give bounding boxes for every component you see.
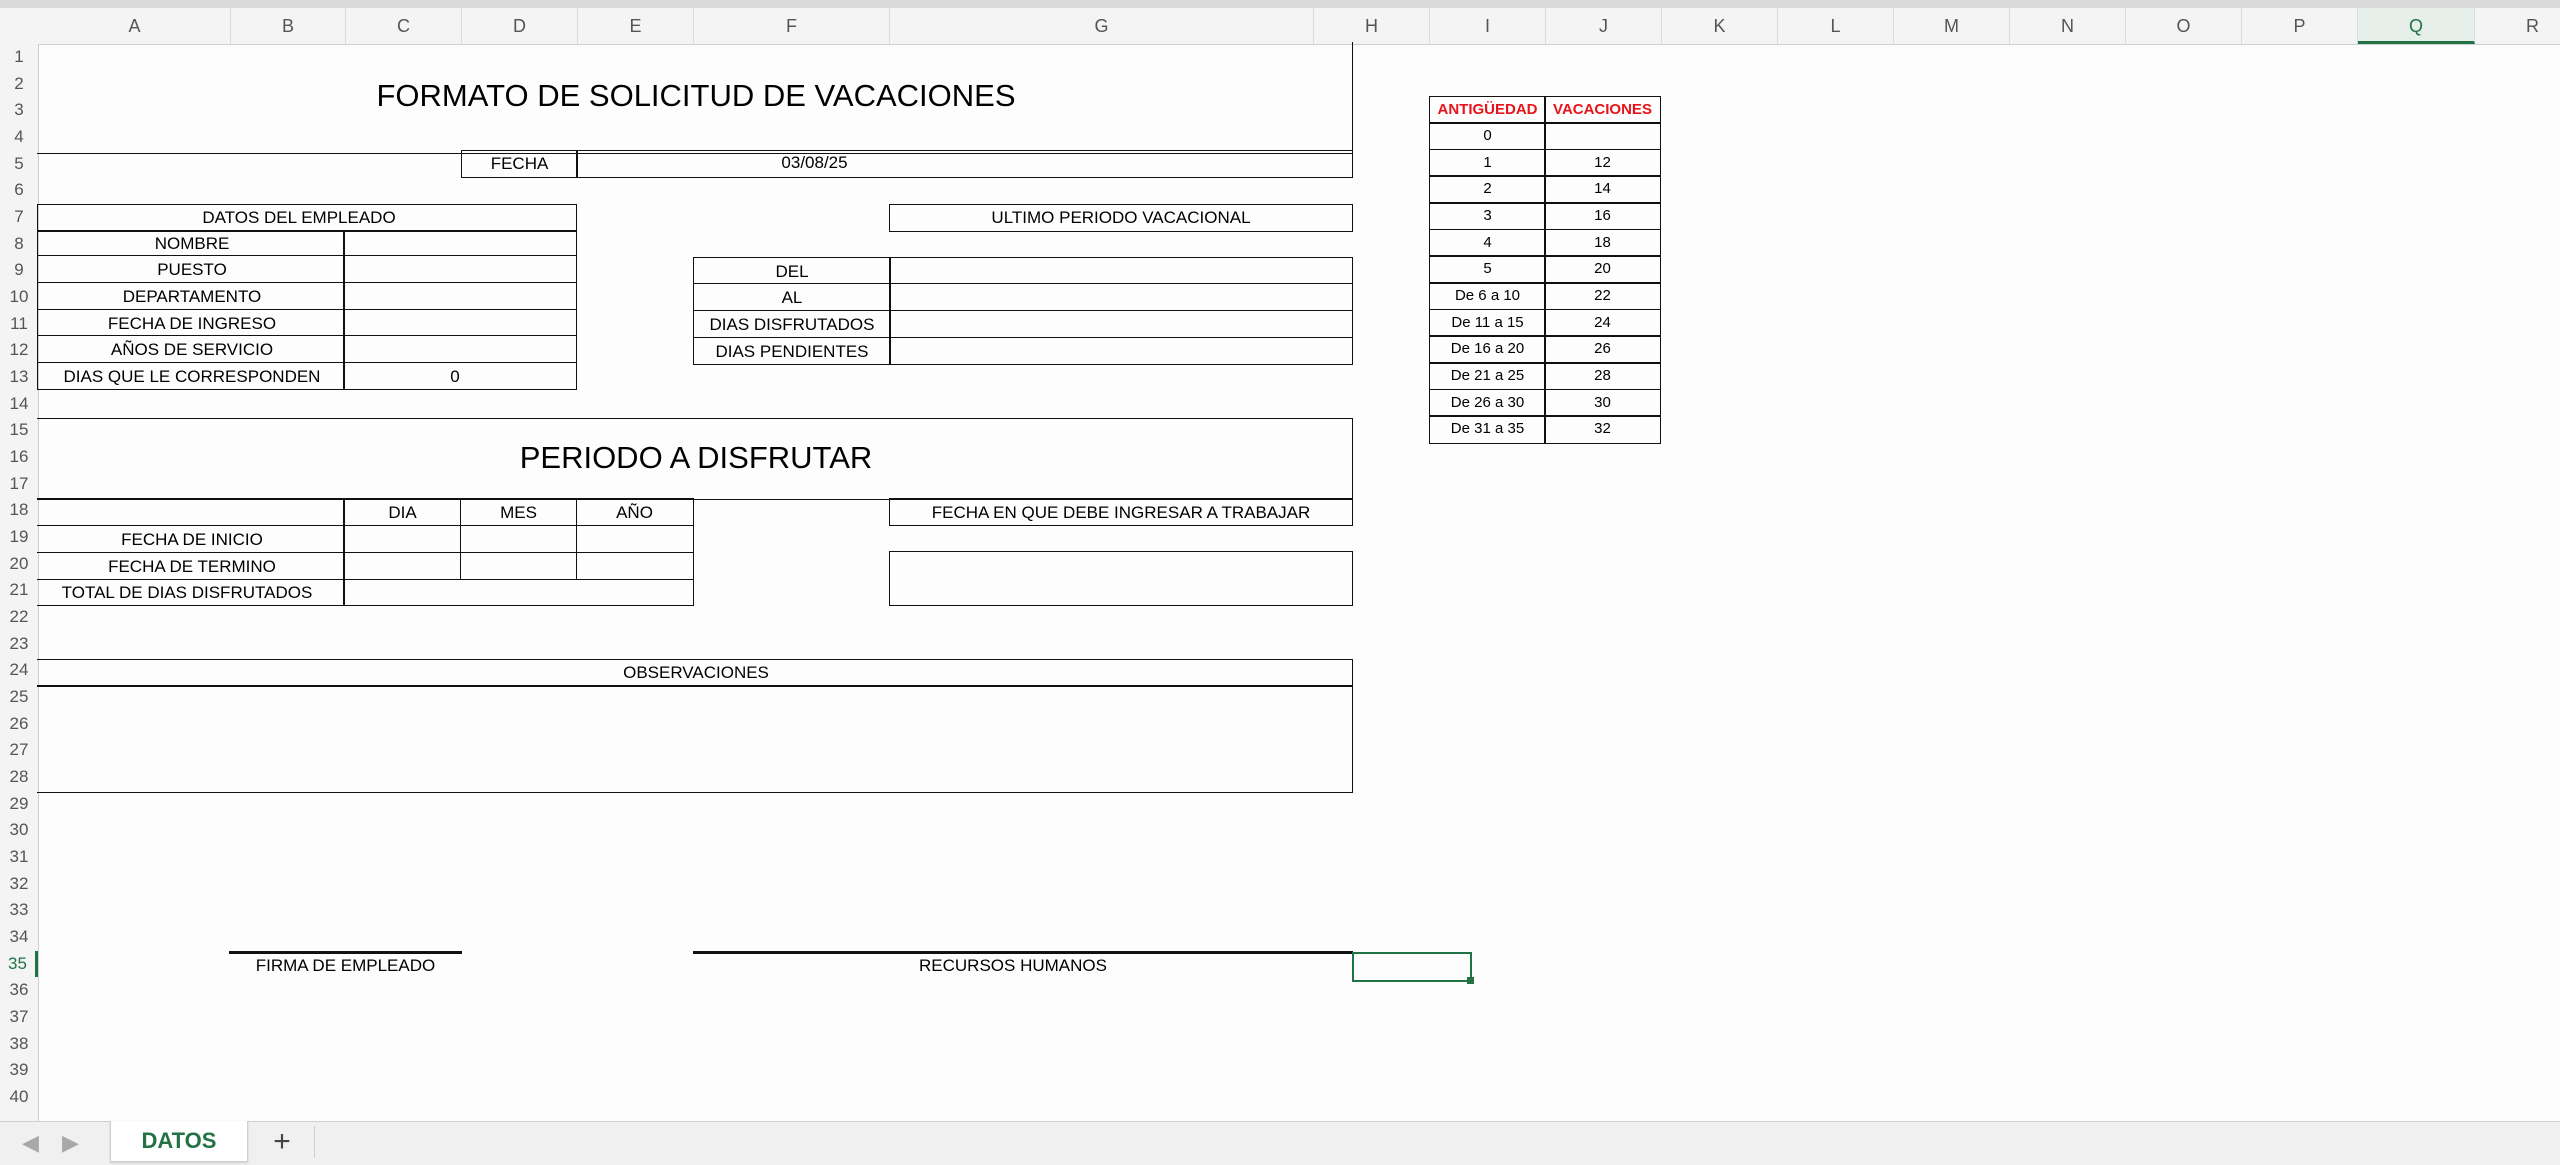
fecha-value: 03/08/25 [781,153,848,172]
column-header-g[interactable]: G [890,8,1314,44]
antiguedad-header: ANTIGÜEDAD [1437,101,1538,118]
row-header-13[interactable]: 13 [9,367,29,387]
row-header-7[interactable]: 7 [14,207,24,227]
column-header-h[interactable]: H [1314,8,1430,44]
dias-corresponden-value: 0 [450,367,460,386]
puesto-label: PUESTO [157,260,227,279]
antiguedad-value: 0 [1483,127,1492,144]
row-header-31[interactable]: 31 [9,847,29,867]
row-header-24[interactable]: 24 [9,660,29,680]
antiguedad-value: 3 [1483,207,1492,224]
observaciones-header: OBSERVACIONES [623,663,769,682]
column-header-l[interactable]: L [1778,8,1894,44]
antiguedad-value: De 26 a 30 [1450,393,1525,411]
row-header-6[interactable]: 6 [14,180,24,200]
row-header-37[interactable]: 37 [9,1007,29,1027]
vacaciones-value: 32 [1594,420,1611,438]
fecha-inicio-label: FECHA DE INICIO [121,530,263,549]
row-header-30[interactable]: 30 [9,820,29,840]
vacaciones-cell[interactable] [1544,122,1661,150]
prev-sheet-arrow-icon[interactable]: ◀ [22,1130,39,1155]
antiguedad-value: De 31 a 35 [1450,420,1525,438]
row-header-17[interactable]: 17 [9,473,29,493]
row-header-16[interactable]: 16 [9,447,29,467]
antiguedad-value: 4 [1483,233,1492,251]
ano-header: AÑO [616,503,653,522]
row-header-28[interactable]: 28 [9,767,29,787]
antiguedad-value: 2 [1483,180,1492,198]
column-header-k[interactable]: K [1662,8,1778,44]
vacaciones-header: VACACIONES [1553,101,1652,118]
vacaciones-value: 26 [1594,340,1611,358]
datos-empleado-values[interactable] [343,230,577,390]
fecha-label: FECHA [490,154,549,173]
recursos-humanos-line [693,951,1353,954]
fecha-ingreso-label: FECHA DE INGRESO [107,314,277,333]
row-header-bar [0,44,39,1121]
firma-empleado-label: FIRMA DE EMPLEADO [255,956,436,975]
fecha-reingreso-header: FECHA EN QUE DEBE INGRESAR A TRABAJAR [931,503,1311,522]
row-header-22[interactable]: 22 [9,607,29,627]
departamento-label: DEPARTAMENTO [122,287,262,306]
column-header-i[interactable]: I [1430,8,1546,44]
column-header-q[interactable]: Q [2358,8,2475,44]
al-label: AL [781,288,803,307]
column-header-m[interactable]: M [1894,8,2010,44]
sheet-tab-datos[interactable]: DATOS [110,1121,248,1162]
mes-header: MES [500,503,537,522]
dia-header: DIA [388,503,417,522]
column-header-a[interactable]: A [39,8,231,44]
fecha-termino-label: FECHA DE TERMINO [108,557,276,576]
row-header-11[interactable]: 11 [10,313,28,333]
fill-handle[interactable] [1467,977,1474,984]
row-header-23[interactable]: 23 [9,633,29,653]
vacaciones-value: 28 [1594,367,1611,385]
row-header-25[interactable]: 25 [9,687,29,707]
firma-empleado-line [229,951,462,954]
row-header-32[interactable]: 32 [9,873,29,893]
sheet-tab-bar [0,1121,2560,1165]
row-header-27[interactable]: 27 [9,740,29,760]
total-dias-label: TOTAL DE DIAS DISFRUTADOS [61,583,313,602]
column-header-e[interactable]: E [578,8,694,44]
antiguedad-value: De 16 a 20 [1450,340,1525,358]
antiguedad-value: De 21 a 25 [1450,367,1525,385]
recursos-humanos-label: RECURSOS HUMANOS [919,956,1107,975]
periodo-values[interactable] [889,257,1353,365]
dias-disfrutados-label: DIAS DISFRUTADOS [709,315,875,334]
antiguedad-value: De 6 a 10 [1454,287,1521,305]
vacaciones-value: 16 [1594,207,1611,224]
column-header-c[interactable]: C [346,8,462,44]
fecha-reingreso-value-cell[interactable] [889,551,1353,606]
row-header-10[interactable]: 10 [9,287,29,307]
vacaciones-value: 18 [1594,233,1611,251]
row-header-12[interactable]: 12 [9,340,29,360]
row-header-34[interactable]: 34 [9,927,29,947]
vacaciones-value: 30 [1594,393,1611,411]
antiguedad-value: De 11 a 15 [1451,313,1524,331]
sheet-grid[interactable] [39,44,2560,1121]
row-header-29[interactable]: 29 [9,793,29,813]
row-header-14[interactable]: 14 [9,393,29,413]
antiguedad-value: 1 [1483,153,1492,171]
add-sheet-button[interactable]: + [273,1125,291,1158]
vacaciones-value: 24 [1594,313,1611,331]
column-header-o[interactable]: O [2126,8,2242,44]
vacaciones-value: 22 [1594,287,1611,305]
row-header-40[interactable]: 40 [9,1087,29,1107]
del-label: DEL [775,262,809,281]
datos-empleado-labels [37,230,345,390]
antiguedad-value: 5 [1483,260,1492,278]
dias-corresponden-label: DIAS QUE LE CORRESPONDEN [63,367,321,386]
row-header-20[interactable]: 20 [9,553,29,573]
observaciones-body[interactable] [37,685,1353,793]
row-header-38[interactable]: 38 [9,1033,29,1053]
tab-separator [314,1126,315,1158]
row-header-19[interactable]: 19 [9,527,29,547]
form-title: FORMATO DE SOLICITUD DE VACACIONES [376,78,1016,113]
column-header-n[interactable]: N [2010,8,2126,44]
column-header-p[interactable]: P [2242,8,2358,44]
column-header-b[interactable]: B [231,8,346,44]
row-header-3[interactable]: 3 [14,100,24,120]
column-header-j[interactable]: J [1546,8,1662,44]
column-header-d[interactable]: D [462,8,578,44]
row-header-26[interactable]: 26 [9,713,29,733]
next-sheet-arrow-icon[interactable]: ▶ [62,1130,79,1155]
column-header-r[interactable]: R [2475,8,2560,44]
vacaciones-value: 14 [1594,180,1611,198]
column-header-bar [0,8,2560,45]
row-header-35[interactable]: 35 [0,951,38,978]
row-header-21[interactable]: 21 [9,580,29,600]
nombre-label: NOMBRE [154,234,230,253]
row-header-8[interactable]: 8 [14,233,24,253]
row-header-39[interactable]: 39 [9,1060,29,1080]
row-header-2[interactable]: 2 [14,73,24,93]
datos-empleado-header: DATOS DEL EMPLEADO [202,208,396,227]
periodo-disfrutar-title: PERIODO A DISFRUTAR [519,440,873,475]
row-header-9[interactable]: 9 [14,260,24,280]
row-header-33[interactable]: 33 [9,900,29,920]
dias-pendientes-label: DIAS PENDIENTES [715,342,869,361]
row-header-5[interactable]: 5 [14,153,24,173]
row-header-18[interactable]: 18 [9,500,29,520]
vacaciones-value: 20 [1594,260,1611,278]
ultimo-periodo-header: ULTIMO PERIODO VACACIONAL [991,208,1251,227]
row-header-4[interactable]: 4 [14,127,24,146]
column-header-f[interactable]: F [694,8,890,44]
row-header-36[interactable]: 36 [9,980,29,1000]
row-header-1[interactable]: 1 [14,47,24,66]
vacaciones-value: 12 [1594,153,1611,171]
selected-cell[interactable] [1352,952,1472,982]
anos-servicio-label: AÑOS DE SERVICIO [110,340,274,359]
row-header-15[interactable]: 15 [9,420,29,440]
